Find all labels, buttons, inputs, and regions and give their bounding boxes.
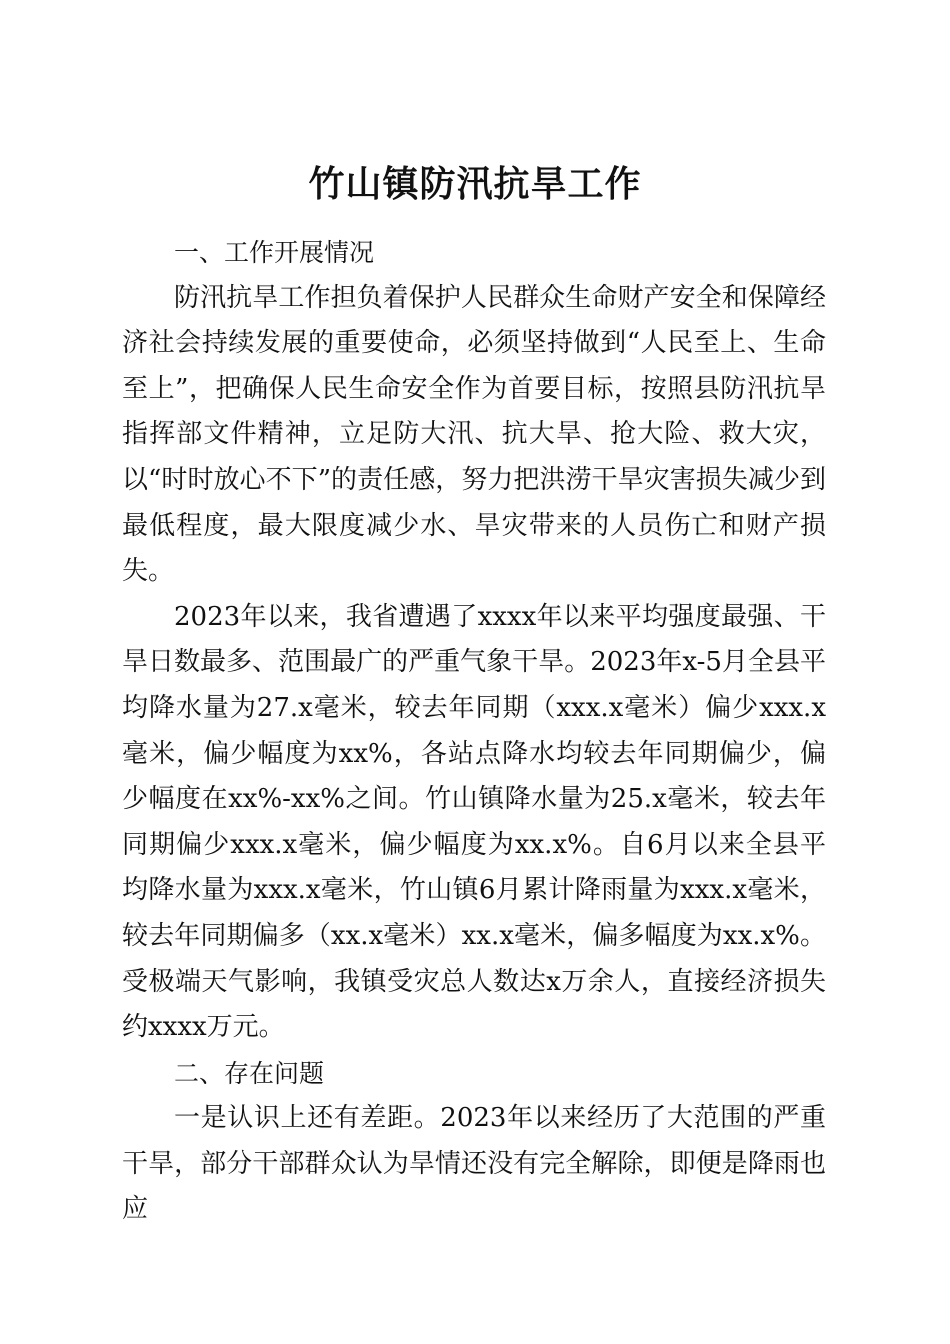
paragraph-mission: 防汛抗旱工作担负着保护人民群众生命财产安全和保障经济社会持续发展的重要使命，必须坚持做到“人民至上、生命至上”，把确保人民生命安全作为首要目标，按照县防汛抗旱指挥部文件精神，立足防大汛、抗大旱、抢大险、救大灾，以“时时放心不下”的责任感，努力把洪涝干旱灾害损失减少到最低程度，最大限度减少水、旱灾带来的人员伤亡和财产损失。 [122, 282, 826, 587]
document-body [122, 230, 826, 1233]
section-heading-problems: 二、存在问题 [174, 1058, 325, 1088]
paragraph-drought-statistics: 2023年以来，我省遭遇了xxxx年以来平均强度最强、干旱日数最多、范围最广的严重气象干旱。2023年x-5月全县平均降水量为27.x毫米，较去年同期（xxx.x毫米）偏少xxx.x毫米，偏少幅度为xx%，各站点降水均较去年同期偏少，偏少幅度在xx%-xx%之间。竹山镇降水量为25.x毫米，较去年同期偏少xxx.x毫米，偏少幅度为xx.x%。自6月以来全县平均降水量为xxx.x毫米，竹山镇6月累计降雨量为xxx.x毫米，较去年同期偏多（xx.x毫米）xx.x毫米，偏多幅度为xx.x%。受极端天气影响，我镇受灾总人数达x万余人，直接经济损失约xxxx万元。 [122, 601, 826, 1043]
section-heading-work-progress: 一、工作开展情况 [174, 238, 375, 267]
paragraph-awareness-gap: 一是认识上还有差距。2023年以来经历了大范围的严重干旱，部分干部群众认为旱情还没有完全解除，即便是降雨也应 [122, 1103, 826, 1225]
page-title: 竹山镇防汛抗旱工作 [308, 163, 642, 206]
